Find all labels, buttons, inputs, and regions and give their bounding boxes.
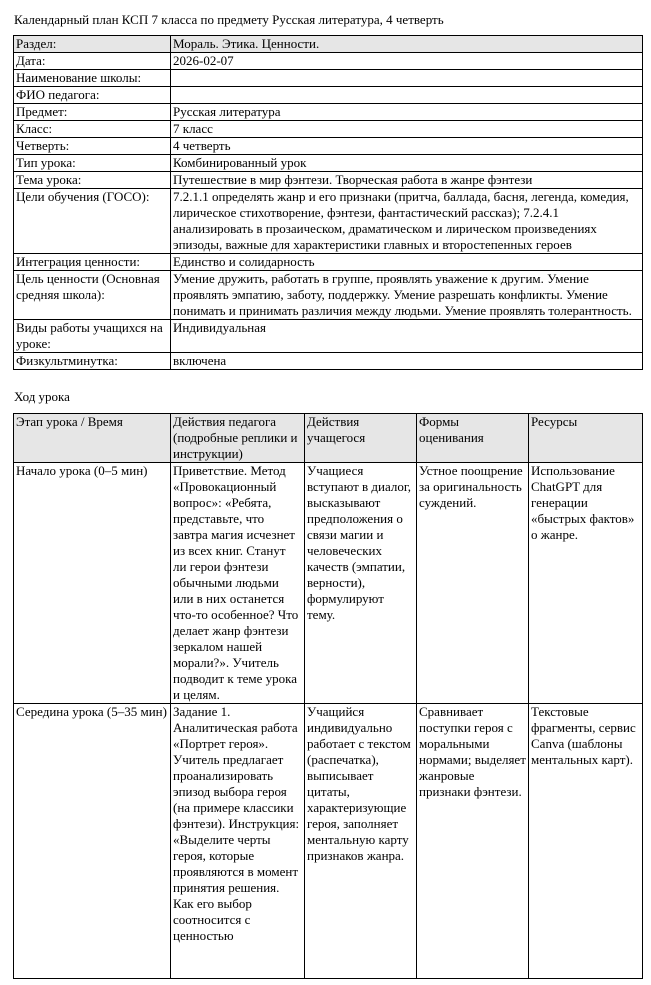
meta-value: включена: [171, 353, 643, 370]
meta-value: Умение дружить, работать в группе, проявлять уважение к другим. Умение проявлять эмпатию, заботу, поддержку. Умение разрешать конфликты. Умение понимать и принимать различия между людьми. Умение проявлять толерантность.: [171, 271, 643, 320]
meta-value: [171, 70, 643, 87]
resources-cell: Текстовые фрагменты, сервис Canva (шаблоны ментальных карт).: [529, 704, 643, 979]
meta-value: Индивидуальная: [171, 320, 643, 353]
column-header-teacher: Действия педагога (подробные реплики и инструкции): [171, 414, 305, 463]
meta-value: Путешествие в мир фэнтези. Творческая работа в жанре фэнтези: [171, 172, 643, 189]
meta-label: Цели обучения (ГОСО):: [14, 189, 171, 254]
meta-value: 7 класс: [171, 121, 643, 138]
meta-row-date: [14, 53, 643, 70]
meta-row-topic: [14, 172, 643, 189]
meta-row-grade: [14, 121, 643, 138]
meta-row-section: [14, 36, 643, 53]
student-actions-cell: Учащийся индивидуально работает с текстом (распечатка), выписывает цитаты, характеризующие героя, заполняет ментальную карту признаков жанра.: [305, 704, 417, 979]
teacher-actions-cell: Приветствие. Метод «Провокационный вопрос»: «Ребята, представьте, что завтра магия исчезнет из всех книг. Станут ли герои фэнтези обычными людьми или в них останется что-то особенное? Что делает жанр фэнтези зеркалом нашей морали?». Учитель подводит к теме урока и целям.: [171, 463, 305, 704]
meta-value: 2026-02-07: [171, 53, 643, 70]
meta-label: Цель ценности (Основная средняя школа):: [14, 271, 171, 320]
meta-label: Дата:: [14, 53, 171, 70]
meta-row-teacher: [14, 87, 643, 104]
meta-value: 4 четверть: [171, 138, 643, 155]
table-row: [14, 463, 643, 704]
teacher-actions-cell: Задание 1. Аналитическая работа «Портрет героя». Учитель предлагает проанализировать эпизод выбора героя (на примере классики фэнтези). Инструкция: «Выделите черты героя, которые проявляются в момент принятия решения. Как его выбор соотносится с ценностью: [171, 704, 305, 979]
column-header-resources: Ресурсы: [529, 414, 643, 463]
column-header-assessment: Формы оценивания: [417, 414, 529, 463]
meta-value: Русская литература: [171, 104, 643, 121]
meta-row-subject: [14, 104, 643, 121]
meta-label: Предмет:: [14, 104, 171, 121]
meta-label: ФИО педагога:: [14, 87, 171, 104]
meta-row-lesson-type: [14, 155, 643, 172]
table-row: [14, 704, 643, 979]
column-header-stage: Этап урока / Время: [14, 414, 171, 463]
meta-label: Интеграция ценности:: [14, 254, 171, 271]
meta-row-value-integration: [14, 254, 643, 271]
stage-cell: Начало урока (0–5 мин): [14, 463, 171, 704]
meta-label: Виды работы учащихся на уроке:: [14, 320, 171, 353]
meta-label: Класс:: [14, 121, 171, 138]
meta-label: Физкультминутка:: [14, 353, 171, 370]
meta-label: Раздел:: [14, 36, 171, 53]
lesson-flow-heading: Ход урока: [14, 389, 70, 404]
student-actions-cell: Учащиеся вступают в диалог, высказывают предположения о связи магии и человеческих качеств (эмпатии, верности), формулируют тему.: [305, 463, 417, 704]
meta-row-learning-goals: [14, 189, 643, 254]
meta-row-value-goal: [14, 271, 643, 320]
meta-row-quarter: [14, 138, 643, 155]
assessment-cell: Сравнивает поступки героя с моральными нормами; выделяет жанровые признаки фэнтези.: [417, 704, 529, 979]
meta-value: Комбинированный урок: [171, 155, 643, 172]
meta-value: Единство и солидарность: [171, 254, 643, 271]
resources-cell: Использование ChatGPT для генерации «быстрых фактов» о жанре.: [529, 463, 643, 704]
meta-value: [171, 87, 643, 104]
lesson-meta-table: [13, 35, 643, 370]
table-header-row: [14, 414, 643, 463]
meta-value: Мораль. Этика. Ценности.: [171, 36, 643, 53]
meta-label: Тип урока:: [14, 155, 171, 172]
meta-row-work-types: [14, 320, 643, 353]
lesson-flow-table: [13, 413, 643, 979]
document-title: Календарный план КСП 7 класса по предмету Русская литература, 4 четверть: [14, 12, 444, 27]
meta-row-school: [14, 70, 643, 87]
meta-label: Четверть:: [14, 138, 171, 155]
meta-label: Тема урока:: [14, 172, 171, 189]
meta-value: 7.2.1.1 определять жанр и его признаки (притча, баллада, басня, легенда, комедия, лирическое стихотворение, фэнтези, фантастический рассказ); 7.2.4.1 анализировать в прозаическом, драматическом и лирическом произведениях эпизоды, важные для характеристики главных и второстепенных героев: [171, 189, 643, 254]
meta-row-exercise-break: [14, 353, 643, 370]
assessment-cell: Устное поощрение за оригинальность суждений.: [417, 463, 529, 704]
column-header-student: Действия учащегося: [305, 414, 417, 463]
stage-cell: Середина урока (5–35 мин): [14, 704, 171, 979]
meta-label: Наименование школы:: [14, 70, 171, 87]
